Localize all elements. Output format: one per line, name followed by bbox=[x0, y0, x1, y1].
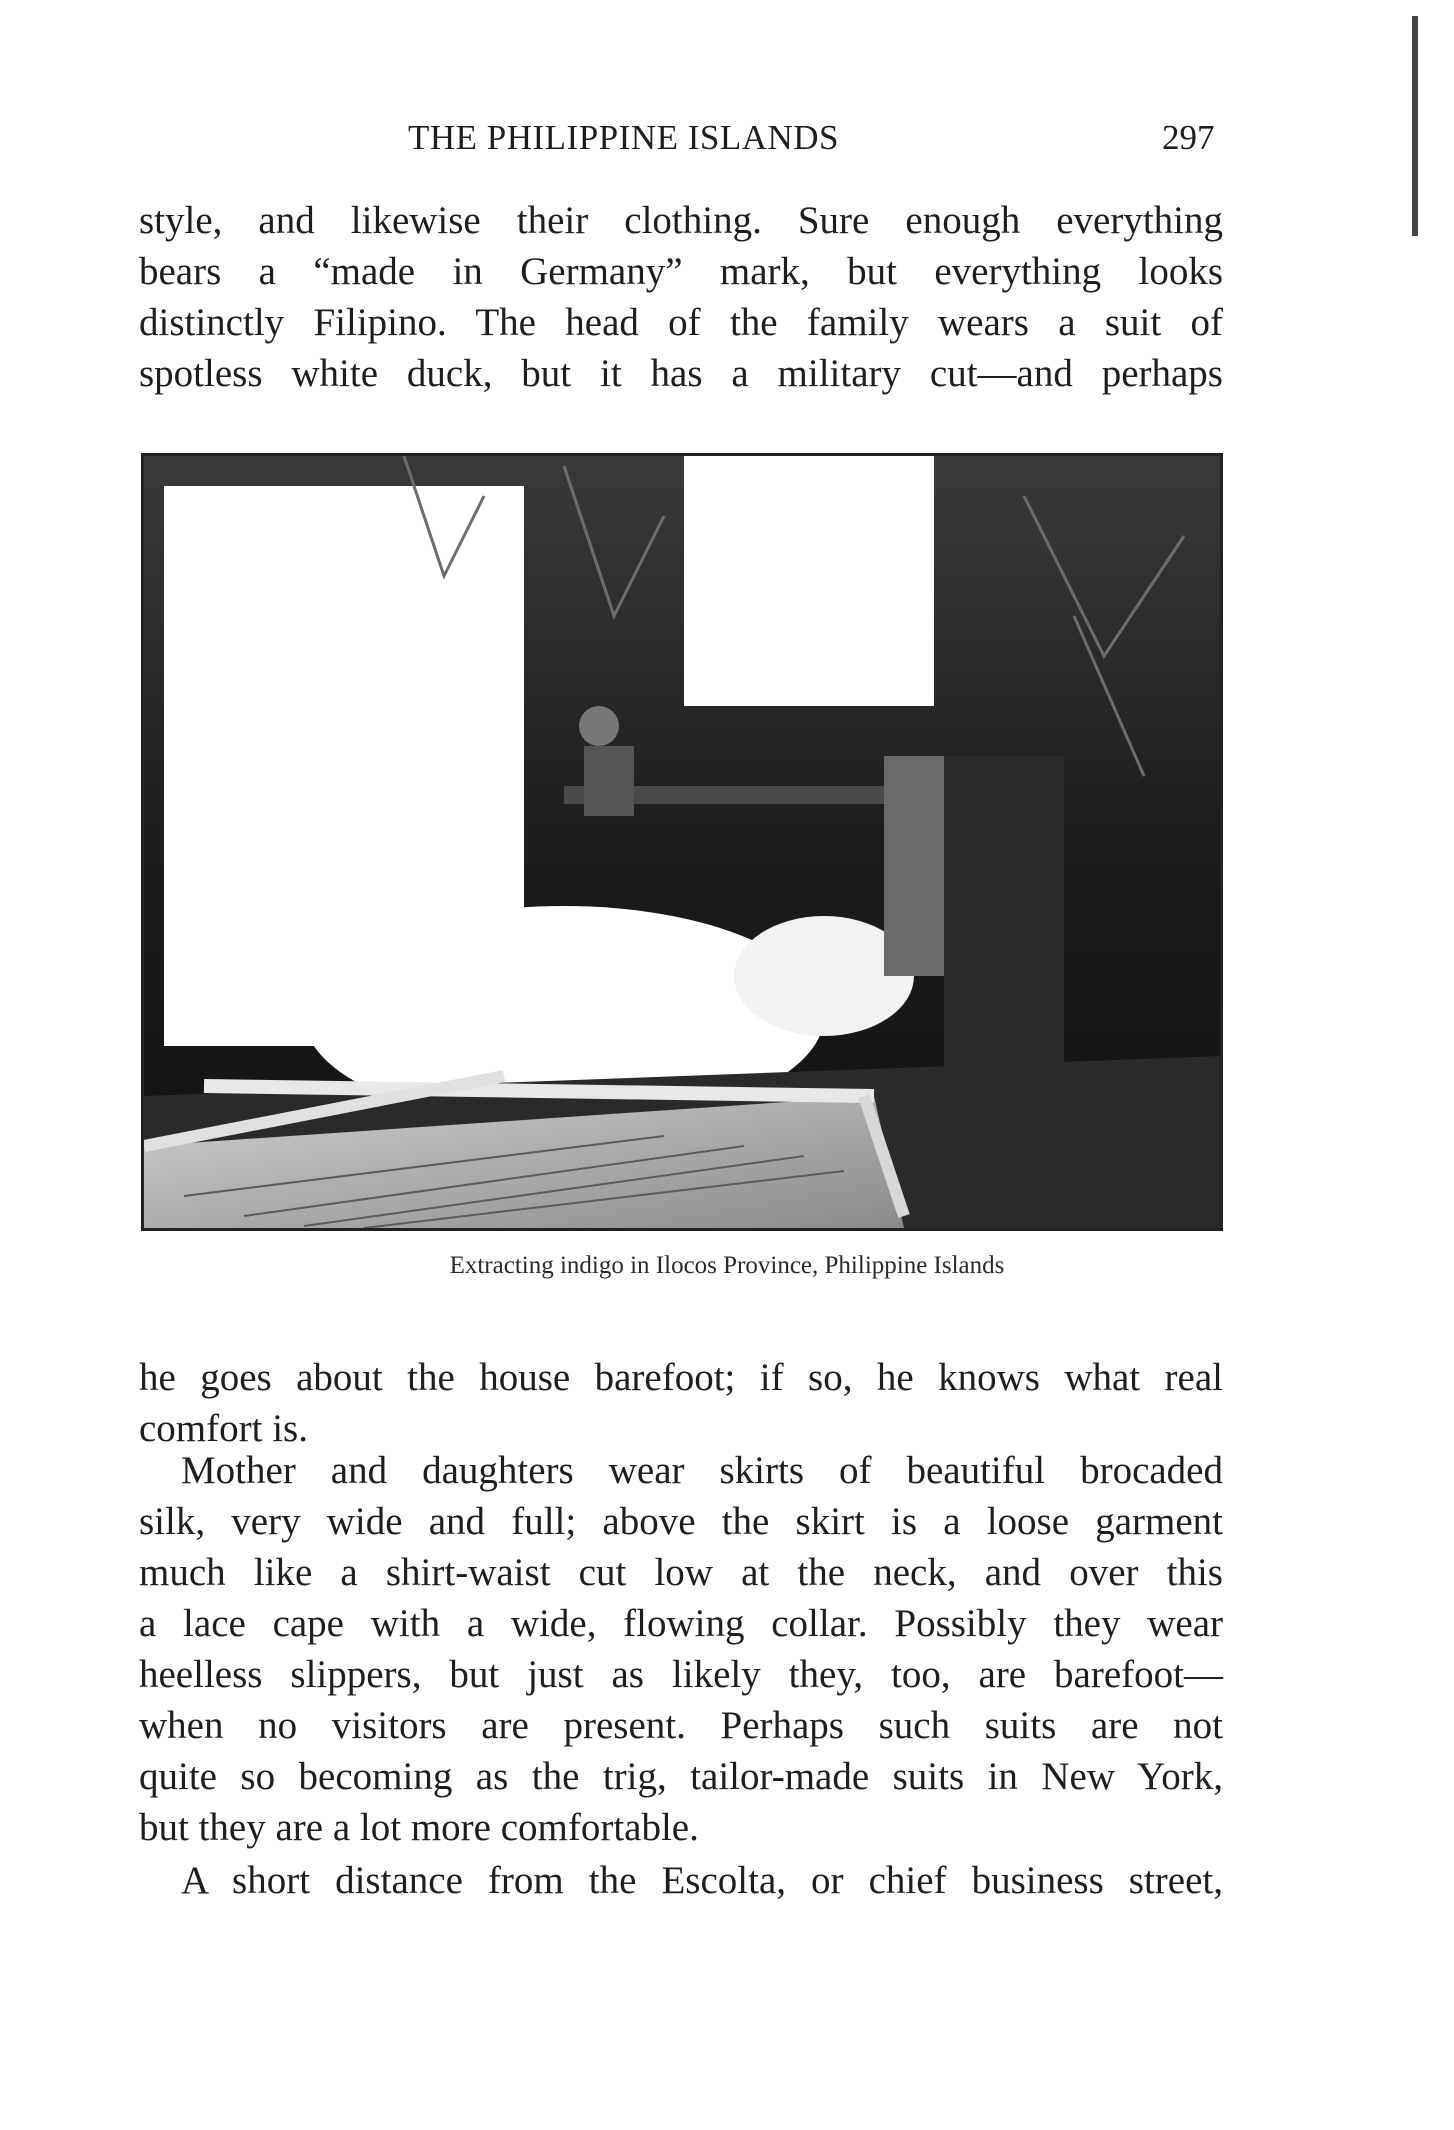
paragraph-4 bbox=[139, 1855, 1223, 1906]
text-line: quite so becoming as the trig, tailor-made suits in New York, bbox=[139, 1755, 1223, 1798]
text-line: but they are a lot more comfortable. bbox=[139, 1806, 699, 1849]
text-line: distinctly Filipino. The head of the family wears a suit of bbox=[139, 301, 1223, 344]
paragraph-2 bbox=[139, 1352, 1223, 1454]
photo-illustration bbox=[144, 456, 1220, 1228]
text-line: spotless white duck, but it has a military cut—and perhaps bbox=[139, 352, 1223, 395]
running-header: THE PHILIPPINE ISLANDS bbox=[408, 118, 839, 157]
text-line: he goes about the house barefoot; if so, he knows what real bbox=[139, 1356, 1223, 1399]
paragraph-1 bbox=[139, 195, 1223, 399]
text-line: heelless slippers, but just as likely they, too, are barefoot— bbox=[139, 1653, 1223, 1696]
text-line: much like a shirt-waist cut low at the neck, and over this bbox=[139, 1551, 1223, 1594]
text-line: A short distance from the Escolta, or chief business street, bbox=[181, 1859, 1223, 1902]
text-line: bears a “made in Germany” mark, but everything looks bbox=[139, 250, 1223, 293]
text-line: comfort is. bbox=[139, 1407, 308, 1450]
text-line: style, and likewise their clothing. Sure enough everything bbox=[139, 199, 1223, 242]
text-line: silk, very wide and full; above the skirt is a loose garment bbox=[139, 1500, 1223, 1543]
page-number: 297 bbox=[1162, 118, 1215, 157]
text-line: when no visitors are present. Perhaps such suits are not bbox=[139, 1704, 1223, 1747]
paragraph-3 bbox=[139, 1445, 1223, 1853]
text-line: a lace cape with a wide, flowing collar. Possibly they wear bbox=[139, 1602, 1223, 1645]
photo-caption: Extracting indigo in Ilocos Province, Philippine Islands bbox=[449, 1252, 1005, 1279]
text-line: Mother and daughters wear skirts of beautiful brocaded bbox=[181, 1449, 1223, 1492]
indigo-photograph bbox=[141, 453, 1223, 1231]
scan-edge-mark bbox=[1412, 16, 1418, 236]
